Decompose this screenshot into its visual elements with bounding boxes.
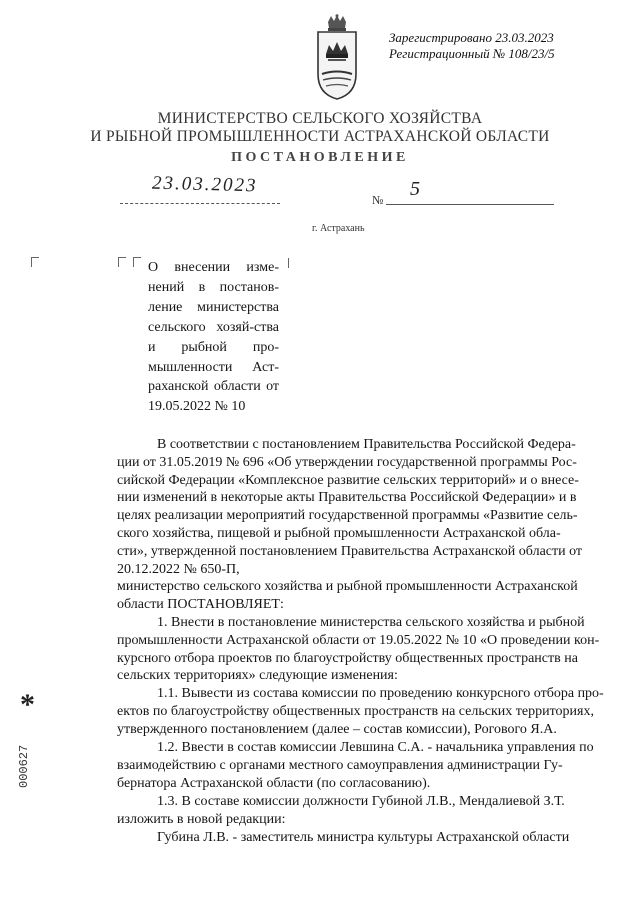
registration-date: Зарегистрировано 23.03.2023: [389, 30, 554, 45]
text-line: ции от 31.05.2019 № 696 «Об утверждении государственной программы Рос-: [117, 454, 577, 470]
stamp-number-text: 000627: [17, 744, 31, 788]
body-paragraph-7: [117, 829, 624, 847]
ministry-name-line1: МИНИСТЕРСТВО СЕЛЬСКОГО ХОЗЯЙСТВА: [157, 110, 483, 127]
text-line: сельских территориях» следующие изменения:: [117, 668, 398, 684]
city-label: г. Астрахань: [312, 223, 365, 234]
text-line: 1.1. Вывести из состава комиссии по проведению конкурсного отбора про-: [157, 686, 604, 701]
text-line: нии изменений в некоторые акты Правительства Российской Федерации» и в: [117, 490, 577, 506]
text-line: ектов по благоустройству общественных пространств на сельских территориях,: [117, 703, 594, 719]
corner-mark-right: [288, 258, 289, 268]
body-paragraph-1: [117, 436, 624, 578]
text-line: промышленности Астраханской области от 19.05.2022 № 10 «О проведении кон-: [117, 632, 600, 648]
number-underline: [386, 204, 554, 205]
text-line: 1.3. В составе комиссии должности Губиной Л.В., Мендалиевой З.Т.: [157, 794, 565, 809]
number-sign: №: [372, 193, 384, 207]
body-paragraph-3: [117, 614, 624, 685]
text-line: бернатора Астраханской области (по согласованию).: [117, 775, 431, 791]
document-date: 23.03.2023: [151, 172, 258, 197]
text-line: области ПОСТАНОВЛЯЕТ:: [117, 596, 284, 612]
text-line: 1.2. Ввести в состав комиссии Левшина С.А. - начальника управления по: [157, 740, 594, 755]
corner-mark-left: [31, 257, 39, 267]
document-number: 5: [410, 178, 420, 200]
text-line: 1. Внести в постановление министерства сельского хозяйства и рыбной: [157, 615, 585, 630]
body-paragraph-6: [117, 793, 624, 829]
ministry-name-line2: И РЫБНОЙ ПРОМЫШЛЕННОСТИ АСТРАХАНСКОЙ ОБЛАСТИ: [90, 128, 550, 145]
corner-mark-2: [133, 257, 141, 267]
text-line: министерство сельского хозяйства и рыбной промышленности Астраханской: [117, 579, 578, 594]
document-type-title: ПОСТАНОВЛЕНИЕ: [231, 150, 409, 165]
margin-asterisk: *: [20, 688, 35, 721]
body-paragraph-4: [117, 685, 624, 738]
text-line: 20.12.2022 № 650-П,: [117, 561, 240, 577]
text-line: утвержденного постановлением (далее – состав комиссии), Рогового Я.А.: [117, 721, 557, 737]
body-paragraph-2: [117, 578, 624, 614]
text-line: взаимодействию с органами местного самоуправления администрации Гу-: [117, 757, 563, 773]
text-line: целях реализации мероприятий государственной программы «Развитие сель-: [117, 508, 578, 524]
registration-number: Регистрационный № 108/23/5: [389, 46, 555, 61]
text-line: Губина Л.В. - заместитель министра культуры Астраханской области: [157, 830, 570, 845]
text-line: сийской Федерации «Комплексное развитие сельских территорий» и о внесе-: [117, 472, 579, 488]
text-line: сти», утвержденной постановлением Правительства Астраханской области от: [117, 543, 583, 559]
text-line: курсного отбора проектов по благоустройству общественных пространств на: [117, 650, 578, 666]
text-line: ского хозяйства, пищевой и рыбной промышленности Астраханской обла-: [117, 525, 561, 541]
corner-mark-1: [118, 257, 126, 267]
margin-stamp-number: [8, 730, 34, 790]
astrakhan-coat-of-arms-icon: [314, 14, 360, 100]
date-underline: [120, 203, 280, 204]
text-line: изложить в новой редакции:: [117, 811, 286, 827]
document-subject: О внесении изме-нений в постанов-ление министерства сельского хозяй-ства и рыбной про-мышленности Аст-раханской области от 19.05.2022 № 10: [148, 260, 279, 415]
body-paragraph-5: [117, 739, 624, 792]
text-line: В соответствии с постановлением Правительства Российской Федера-: [157, 437, 576, 452]
